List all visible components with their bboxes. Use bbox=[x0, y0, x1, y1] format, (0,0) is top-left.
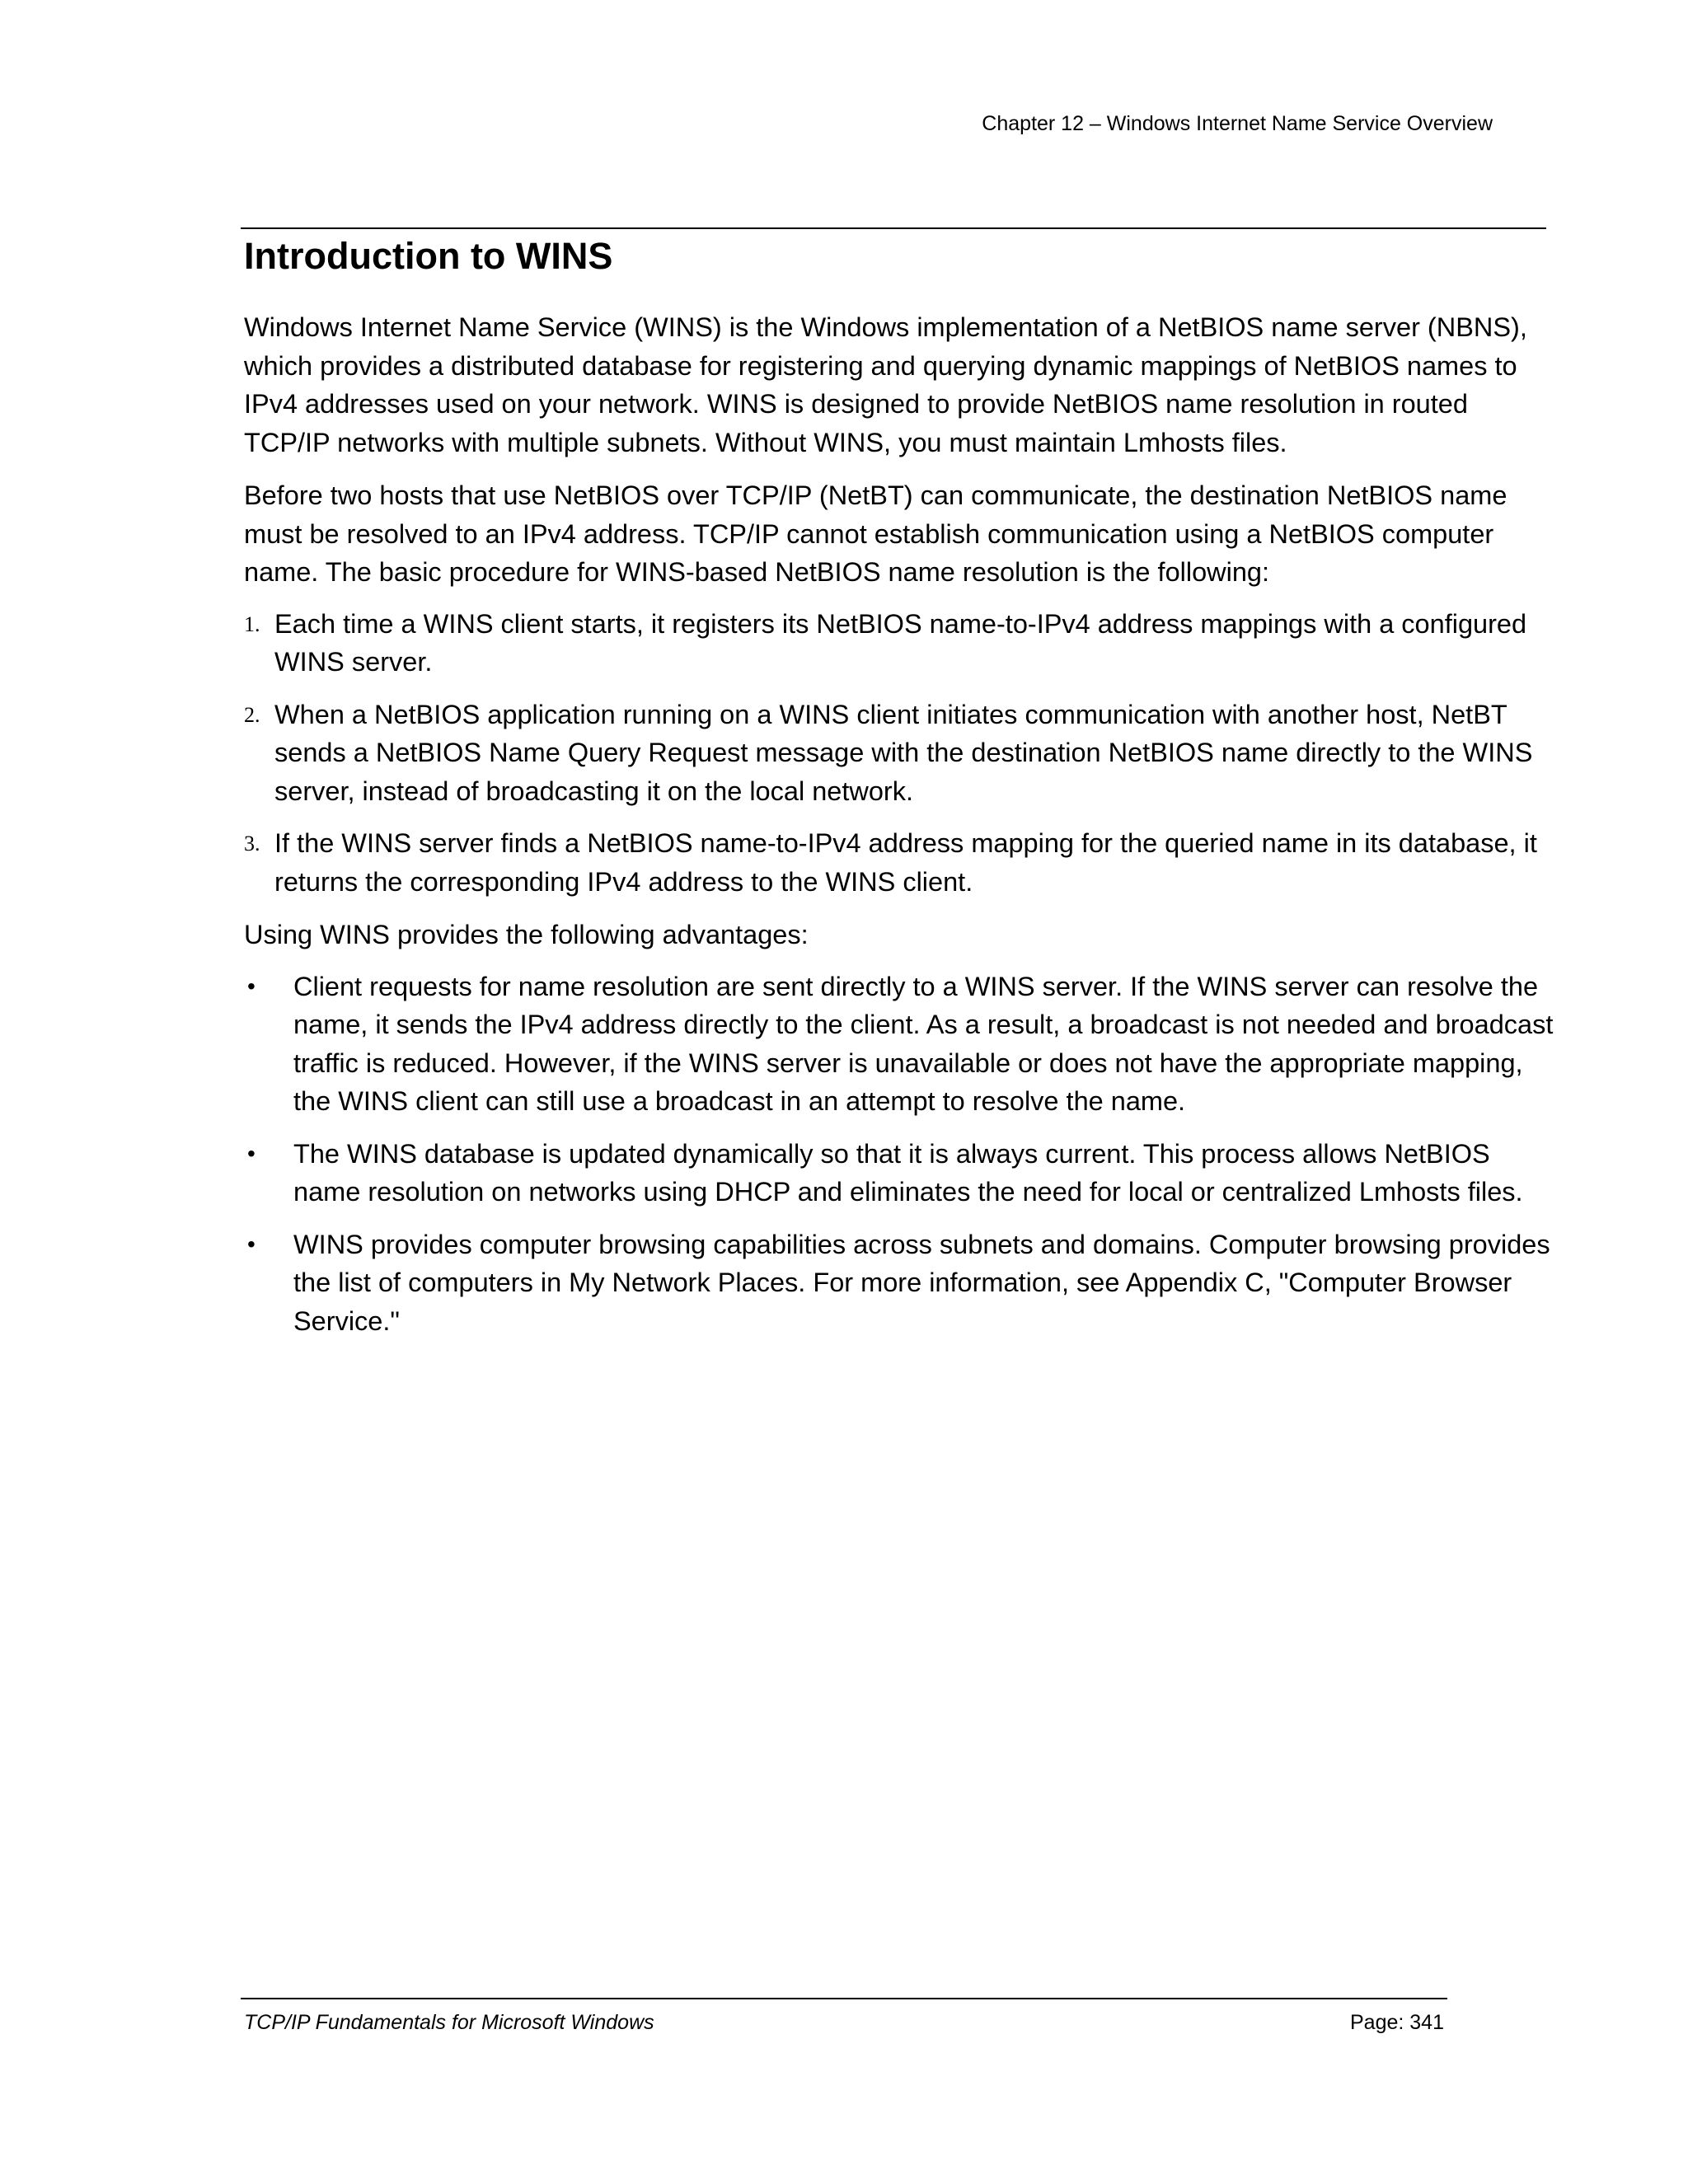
step-number: 1. bbox=[244, 612, 260, 636]
advantage-item bbox=[244, 968, 1554, 1121]
bullet-icon: • bbox=[247, 1230, 256, 1257]
advantage-text: WINS provides computer browsing capabilities across subnets and domains. Computer browsing provides the list of computers in My Network Places. For more information, see Appendix C, "Computer Browser Service." bbox=[293, 1229, 1550, 1336]
body-text bbox=[244, 308, 1554, 1355]
advantages-paragraph: Using WINS provides the following advantages: bbox=[244, 920, 809, 949]
footer-page-number: Page: 341 bbox=[1350, 2011, 1444, 2034]
step-number: 3. bbox=[244, 832, 260, 855]
procedure-paragraph: Before two hosts that use NetBIOS over TCP/IP (NetBT) can communicate, the destination NetBIOS name must be resolved to an IPv4 address. TCP/IP cannot establish communication using a NetBIOS computer name. The basic procedure for WINS-based NetBIOS name resolution is the following: bbox=[244, 480, 1507, 587]
step-item bbox=[244, 696, 1554, 811]
procedure-steps bbox=[244, 605, 1554, 902]
advantages-list bbox=[244, 968, 1554, 1341]
step-text: When a NetBIOS application running on a WINS client initiates communication with another host, NetBT sends a NetBIOS Name Query Request message with the destination NetBIOS name directly to the WINS server, instead of broadcasting it on the local network. bbox=[274, 699, 1533, 806]
step-item bbox=[244, 824, 1554, 901]
bullet-icon: • bbox=[247, 972, 256, 999]
bullet-icon: • bbox=[247, 1140, 256, 1166]
advantage-text: Client requests for name resolution are sent directly to a WINS server. If the WINS server can resolve the name, it sends the IPv4 address directly to the client. As a result, a broadcast is not needed and broadcast traffic is reduced. However, if the WINS server is unavailable or does not have the appropriate mapping, the WINS client can still use a broadcast in an attempt to resolve the name. bbox=[293, 971, 1554, 1116]
step-number: 2. bbox=[244, 702, 260, 727]
heading-rule bbox=[241, 227, 1546, 229]
footer-book-title: TCP/IP Fundamentals for Microsoft Windows bbox=[244, 2011, 654, 2034]
step-item bbox=[244, 605, 1554, 682]
advantage-text: The WINS database is updated dynamically so that it is always current. This process allows NetBIOS name resolution on networks using DHCP and eliminates the need for local or centralized Lmhosts files. bbox=[293, 1138, 1523, 1207]
running-header: Chapter 12 – Windows Internet Name Service Overview bbox=[982, 112, 1493, 135]
advantage-item bbox=[244, 1226, 1554, 1341]
section-title: Introduction to WINS bbox=[244, 235, 613, 277]
footer-rule bbox=[241, 1998, 1447, 1999]
intro-paragraph: Windows Internet Name Service (WINS) is the Windows implementation of a NetBIOS name server (NBNS), which provides a distributed database for registering and querying dynamic mappings of NetBIOS names to IPv4 addresses used on your network. WINS is designed to provide NetBIOS name resolution in routed TCP/IP networks with multiple subnets. Without WINS, you must maintain Lmhosts files. bbox=[244, 312, 1527, 457]
step-text: If the WINS server finds a NetBIOS name-to-IPv4 address mapping for the queried name in its database, it returns the corresponding IPv4 address to the WINS client. bbox=[274, 828, 1537, 897]
step-text: Each time a WINS client starts, it registers its NetBIOS name-to-IPv4 address mappings with a configured WINS server. bbox=[274, 608, 1527, 677]
advantage-item bbox=[244, 1135, 1554, 1212]
